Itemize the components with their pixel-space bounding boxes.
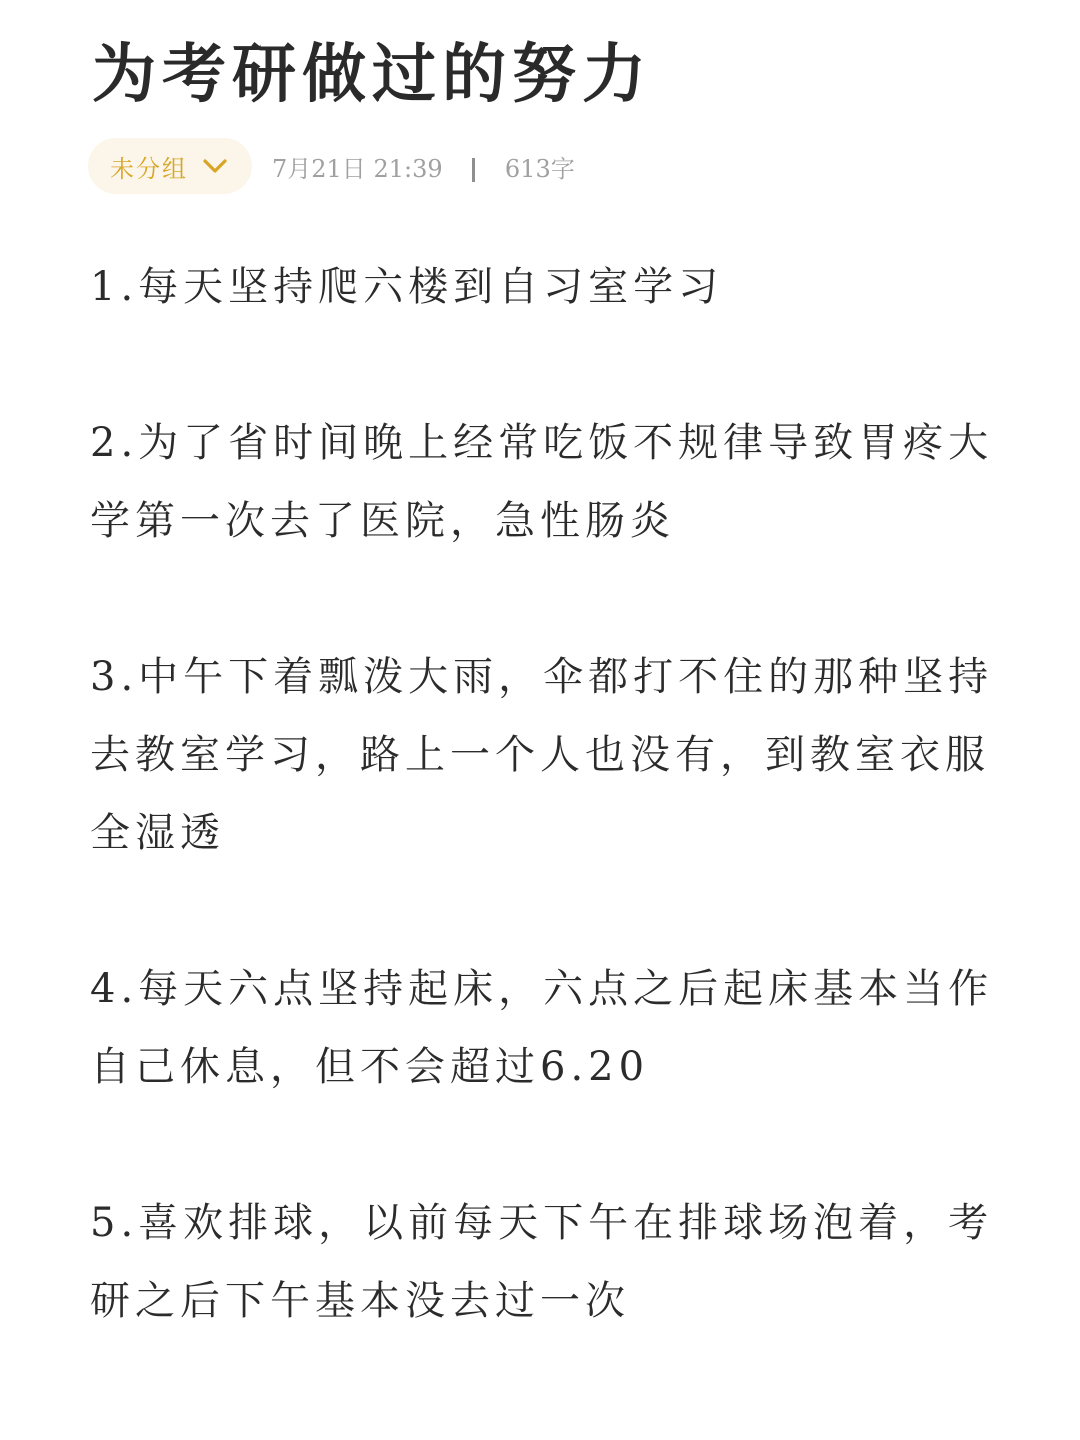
note-date: 7月21日 [272,154,366,183]
group-label: 未分组 [110,154,188,183]
note-item-2: 2.为了省时间晚上经常吃饭不规律导致胃疼大学第一次去了医院，急性肠炎 [90,420,994,544]
meta-divider [472,158,475,182]
note-item-5: 5.喜欢排球，以前每天下午在排球场泡着，考研之后下午基本没去过一次 [90,1200,994,1324]
note-item-4: 4.每天六点坚持起床，六点之后起床基本当作自己休息，但不会超过6.20 [90,966,994,1090]
chevron-down-icon [202,157,228,175]
note-time: 21:39 [373,154,443,183]
group-selector-button[interactable] [88,138,252,194]
note-word-count: 613字 [504,154,575,183]
note-item-1: 1.每天坚持爬六楼到自习室学习 [90,264,724,310]
note-item-3: 3.中午下着瓢泼大雨，伞都打不住的那种坚持去教室学习，路上一个人也没有，到教室衣服全湿透 [90,654,994,856]
note-body[interactable] [90,248,995,1418]
note-title[interactable]: 为考研做过的努力 [92,37,652,112]
note-meta-row [88,138,575,194]
note-meta [272,149,575,184]
